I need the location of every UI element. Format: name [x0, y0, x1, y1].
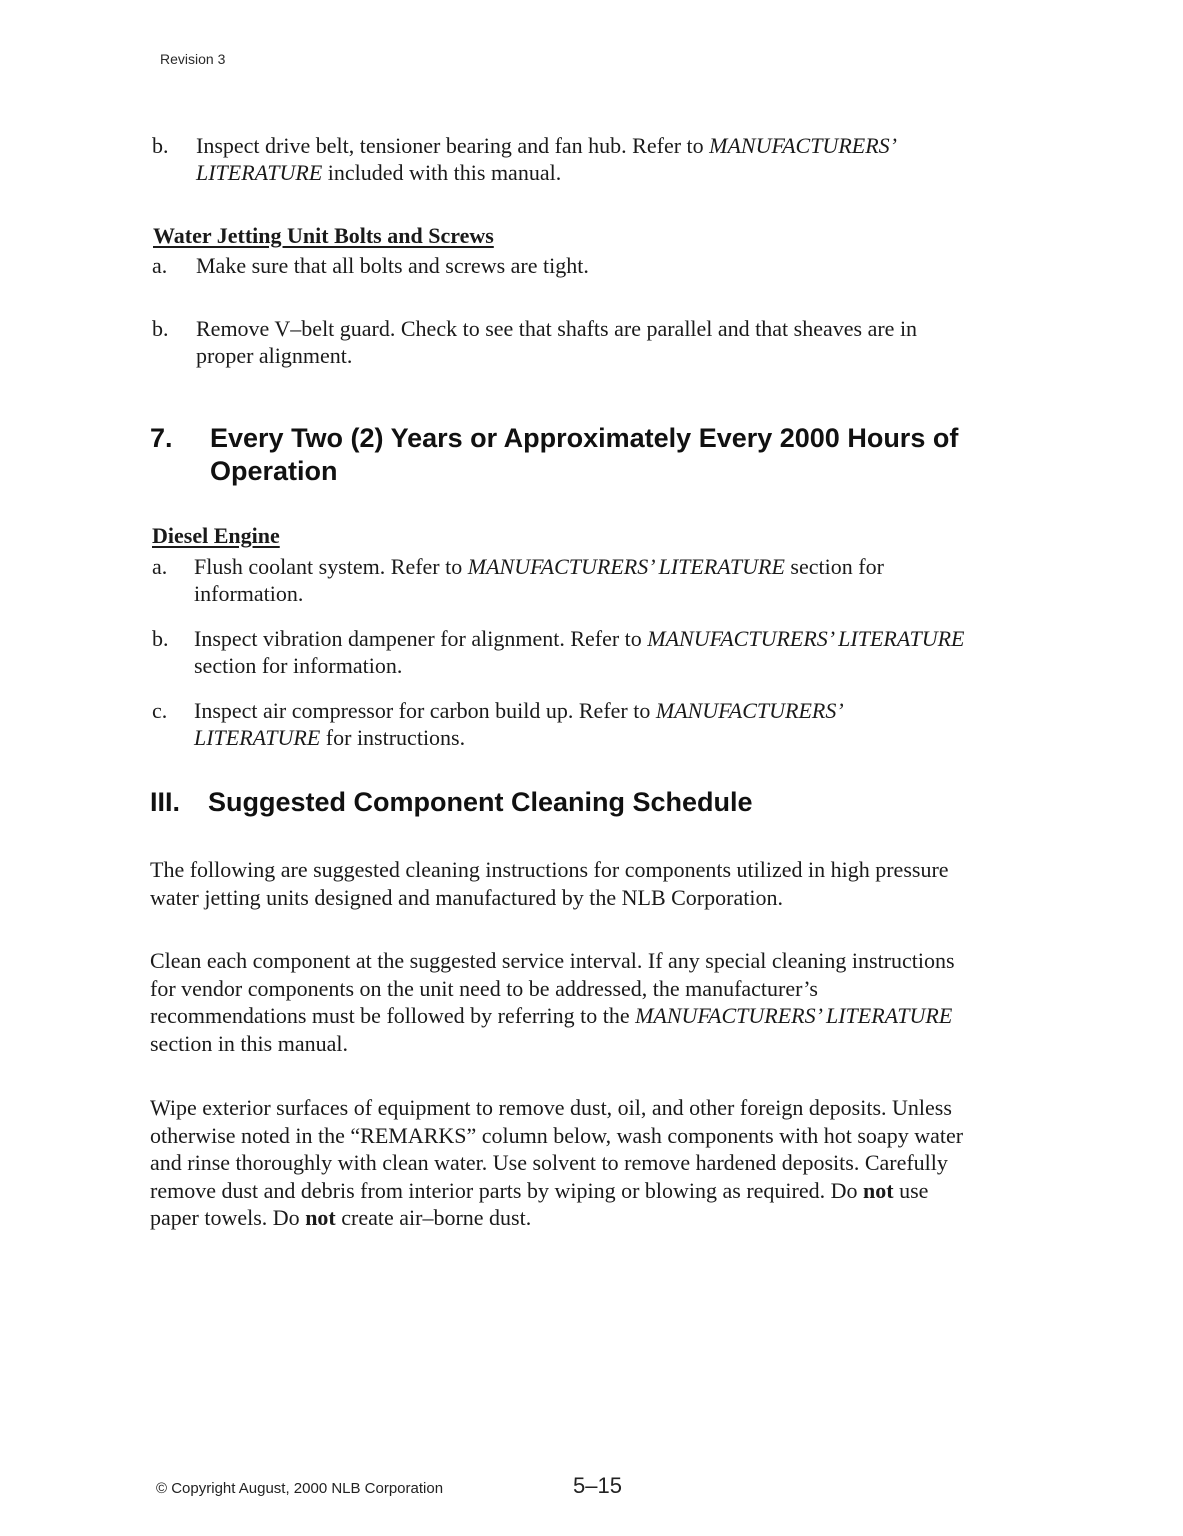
text-line: information. [194, 581, 304, 606]
paragraph-service-interval [150, 947, 955, 1057]
list-item-letter: b. [152, 133, 169, 158]
section-subheading-bolts: Water Jetting Unit Bolts and Screws [153, 223, 494, 248]
text-line: and rinse thoroughly with clean water. Use solvent to remove hardened deposits. Carefully [150, 1150, 948, 1175]
italic-reference: MANUFACTURERS’ LITERATURE [467, 554, 785, 579]
text-run: Inspect vibration dampener for alignment. Refer to [194, 626, 648, 651]
text-line: otherwise noted in the “REMARKS” column below, wash components with hot soapy water [150, 1122, 964, 1148]
text-line: section for information. [194, 653, 403, 678]
text-run: recommendations must be followed by referring to the [150, 1003, 636, 1028]
text-line: section in this manual. [150, 1030, 348, 1056]
revision-label: Revision 3 [160, 51, 226, 67]
text-run: Inspect air compressor for carbon build up. Refer to [194, 698, 656, 723]
text-line: Clean each component at the suggested service interval. If any special cleaning instructions [150, 948, 955, 973]
section-heading-iii [150, 786, 1050, 822]
list-item-text [194, 625, 964, 679]
list-item-text [196, 132, 897, 186]
text-line: Remove V–belt guard. Check to see that shafts are parallel and that sheaves are in [196, 316, 918, 341]
list-item-letter: b. [152, 626, 169, 651]
text-line: The following are suggested cleaning instructions for components utilized in high pressure [150, 857, 949, 882]
section-title-line: Every Two (2) Years or Approximately Every 2000 Hours of [210, 423, 959, 453]
text-run: Flush coolant system. Refer to [194, 554, 468, 579]
list-item-letter: c. [152, 698, 168, 723]
list-item-letter: a. [152, 253, 168, 278]
section-subheading-diesel: Diesel Engine [152, 523, 280, 548]
page-number: 5–15 [573, 1473, 622, 1498]
list-item-intro-b [152, 132, 1052, 192]
text-run: use [893, 1177, 929, 1203]
italic-reference: LITERATURE [194, 725, 321, 750]
section-title [210, 422, 958, 488]
section-heading-7 [150, 422, 1050, 492]
bold-emphasis: not [305, 1205, 336, 1230]
text-run: paper towels. Do [150, 1205, 306, 1230]
text-line: proper alignment. [196, 343, 353, 368]
list-item-text [194, 697, 844, 751]
section-number: 7. [150, 423, 173, 453]
list-item-letter: b. [152, 316, 169, 341]
italic-reference: MANUFACTURERS’ LITERATURE [635, 1003, 953, 1028]
bold-emphasis: not [863, 1177, 894, 1203]
section-title-line: Operation [210, 456, 338, 486]
list-item-bolts-a [152, 252, 1052, 282]
list-item-text: Make sure that all bolts and screws are tight. [196, 253, 589, 278]
list-item-bolts-b [152, 315, 1052, 375]
italic-reference: MANUFACTURERS’ [709, 133, 897, 158]
text-run: remove dust and debris from interior parts by wiping or blowing as required. Do [150, 1177, 864, 1203]
text-run: create air–borne dust. [335, 1205, 532, 1230]
paragraph-intro [150, 856, 949, 911]
italic-reference: MANUFACTURERS’ LITERATURE [647, 626, 965, 651]
list-item-diesel-a [152, 553, 1102, 613]
footer-copyright: © Copyright August, 2000 NLB Corporation [156, 1480, 444, 1497]
text-line: water jetting units designed and manufactured by the NLB Corporation. [150, 884, 783, 910]
list-item-text [194, 553, 884, 607]
text-run: section for [784, 554, 884, 579]
italic-reference: MANUFACTURERS’ [655, 698, 844, 723]
section-number: III. [150, 787, 181, 817]
text-line: for vendor components on the unit need to be addressed, the manufacturer’s [150, 975, 818, 1001]
paragraph-wipe-surfaces [150, 1094, 963, 1232]
italic-reference: LITERATURE [196, 160, 323, 185]
text-run: Inspect drive belt, tensioner bearing and fan hub. Refer to [196, 133, 710, 158]
text-line: Wipe exterior surfaces of equipment to remove dust, oil, and other foreign deposits. Unless [150, 1095, 952, 1120]
list-item-diesel-c [152, 697, 1102, 757]
list-item-diesel-b [152, 625, 1102, 685]
section-title: Suggested Component Cleaning Schedule [208, 787, 753, 817]
text-run: for instructions. [320, 725, 466, 750]
list-item-letter: a. [152, 554, 168, 579]
text-run: included with this manual. [322, 160, 562, 185]
list-item-text [196, 315, 917, 369]
